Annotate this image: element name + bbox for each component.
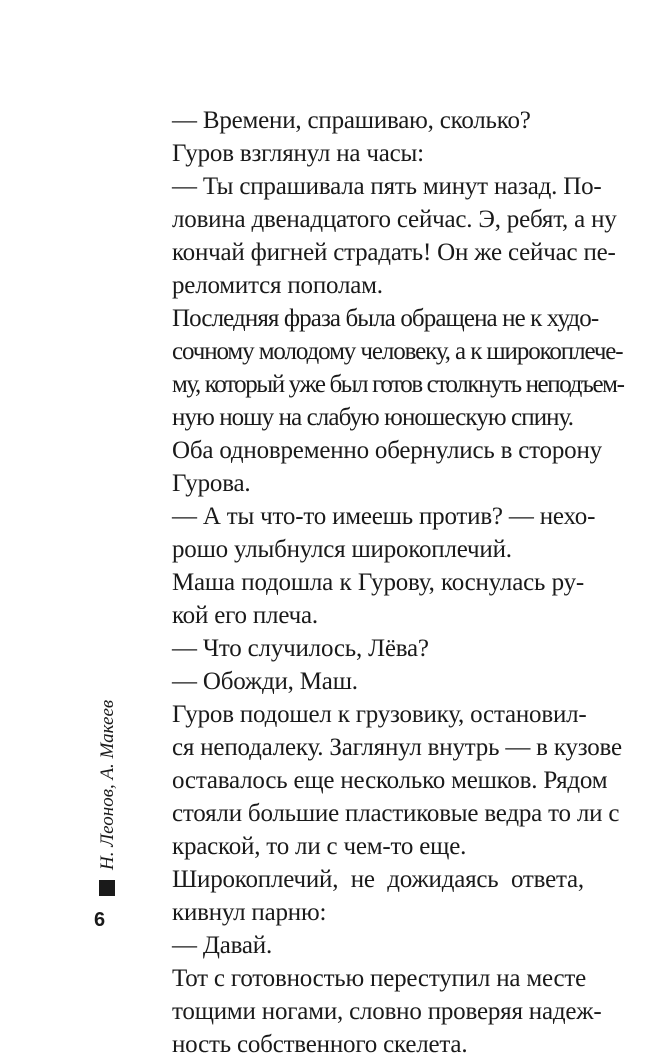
text-line-2: Гуров взглянул на часы: xyxy=(172,140,424,167)
text-line-21: оставалось еще несколько мешков. Рядом xyxy=(172,767,608,794)
text-line-1: — Времени, спрашиваю, сколько? xyxy=(172,107,531,134)
text-line-9: му, который уже был готов столкнуть неподъем- xyxy=(172,371,624,398)
text-line-20: ся неподалеку. Заглянул внутрь — в кузове xyxy=(172,734,622,761)
text-line-14: рошо улыбнулся широкоплечий. xyxy=(172,536,512,563)
text-line-4: ловина двенадцатого сейчас. Э, ребят, а ну xyxy=(172,206,617,233)
body-text xyxy=(172,104,624,1061)
running-head-text: Н. Леонов, А. Макеев xyxy=(97,699,118,870)
running-head xyxy=(90,700,126,870)
text-line-18: — Обожди, Маш. xyxy=(172,668,358,695)
text-line-7: Последняя фраза была обращена не к худо- xyxy=(172,305,599,332)
text-line-27: Тот с готовностью переступил на месте xyxy=(172,965,586,992)
text-line-29: ность собственного скелета. xyxy=(172,1031,468,1058)
text-line-5: кончай фигней страдать! Он же сейчас пе- xyxy=(172,239,616,266)
text-line-16: кой его плеча. xyxy=(172,602,318,629)
text-line-12: Гурова. xyxy=(172,470,251,497)
text-line-13: — А ты что-то имеешь против? — нехо- xyxy=(172,503,596,530)
text-line-22: стояли большие пластиковые ведра то ли с xyxy=(172,800,620,827)
text-line-15: Маша подошла к Гурову, коснулась ру- xyxy=(172,569,584,596)
running-head-square-marker xyxy=(99,880,115,896)
page-number: 6 xyxy=(94,909,106,931)
text-line-26: — Давай. xyxy=(172,932,272,959)
text-line-11: Оба одновременно обернулись в сторону xyxy=(172,437,602,464)
text-line-23: краской, то ли с чем-то еще. xyxy=(172,833,467,860)
text-line-6: реломится пополам. xyxy=(172,272,383,299)
text-line-3: — Ты спрашивала пять минут назад. По- xyxy=(172,173,602,200)
text-line-24: Широкоплечий, не дожидаясь ответа, xyxy=(172,866,584,893)
text-line-10: ную ношу на слабую юношескую спину. xyxy=(172,404,574,431)
text-line-17: — Что случилось, Лёва? xyxy=(172,635,429,662)
text-line-8: сочному молодому человеку, а к широкоплече- xyxy=(172,338,623,365)
text-line-28: тощими ногами, словно проверяя надеж- xyxy=(172,998,602,1025)
text-line-19: Гуров подошел к грузовику, остановил- xyxy=(172,701,587,728)
text-line-25: кивнул парню: xyxy=(172,899,327,926)
